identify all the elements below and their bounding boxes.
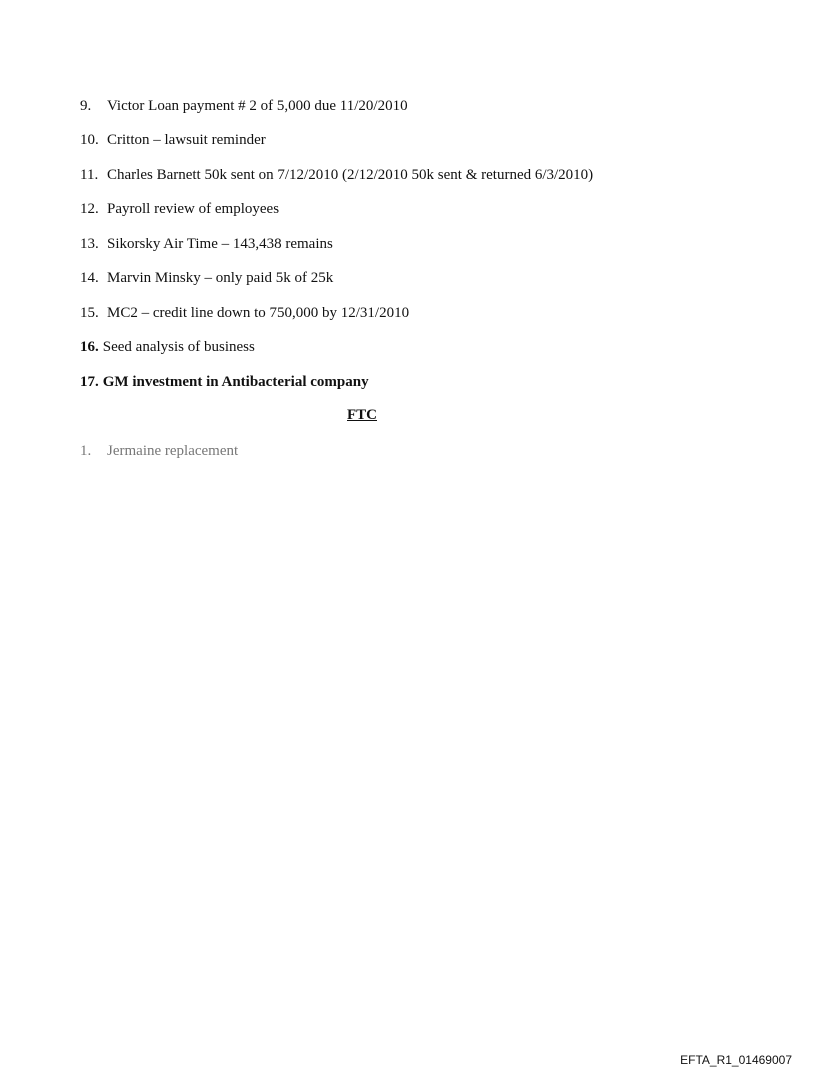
list-item-text: MC2 – credit line down to 750,000 by 12/31/2010 [107,305,410,321]
list-item-number: 1. [80,443,92,459]
section-heading: FTC [347,407,377,423]
list-item-text: Marvin Minsky – only paid 5k of 25k [107,270,334,286]
list-item-text: GM investment in Antibacterial company [102,374,369,390]
document-id: EFTA_R1_01469007 [680,1053,792,1067]
list-item-text: Sikorsky Air Time – 143,438 remains [107,236,333,252]
list-item-text: Victor Loan payment # 2 of 5,000 due 11/20/2010 [107,98,408,114]
list-item-number: 17. [80,374,99,390]
list-item-number: 9. [80,98,92,114]
list-item [80,235,333,253]
list-item [80,200,279,218]
list-item [80,304,409,322]
list-item-number: 16. [80,339,99,355]
list-item-number: 10. [80,132,99,148]
list-item-number: 12. [80,201,99,217]
list-item-text: Charles Barnett 50k sent on 7/12/2010 (2/12/2010 50k sent & returned 6/3/2010) [107,167,594,183]
list-item-number: 11. [80,167,99,183]
list-item-text: Critton – lawsuit reminder [107,132,266,148]
list-item [80,166,593,184]
list-item [80,131,266,149]
list-item-number: 14. [80,270,99,286]
list-item [80,338,255,356]
list-item [80,97,408,115]
list-item-number: 13. [80,236,99,252]
list-item-text: Payroll review of employees [107,201,280,217]
list-item-number: 15. [80,305,99,321]
list-item-text: Seed analysis of business [102,339,255,355]
list-item-text: Jermaine replacement [107,443,239,459]
list-item [80,269,333,287]
list-item [80,373,369,391]
list-item [80,442,238,460]
